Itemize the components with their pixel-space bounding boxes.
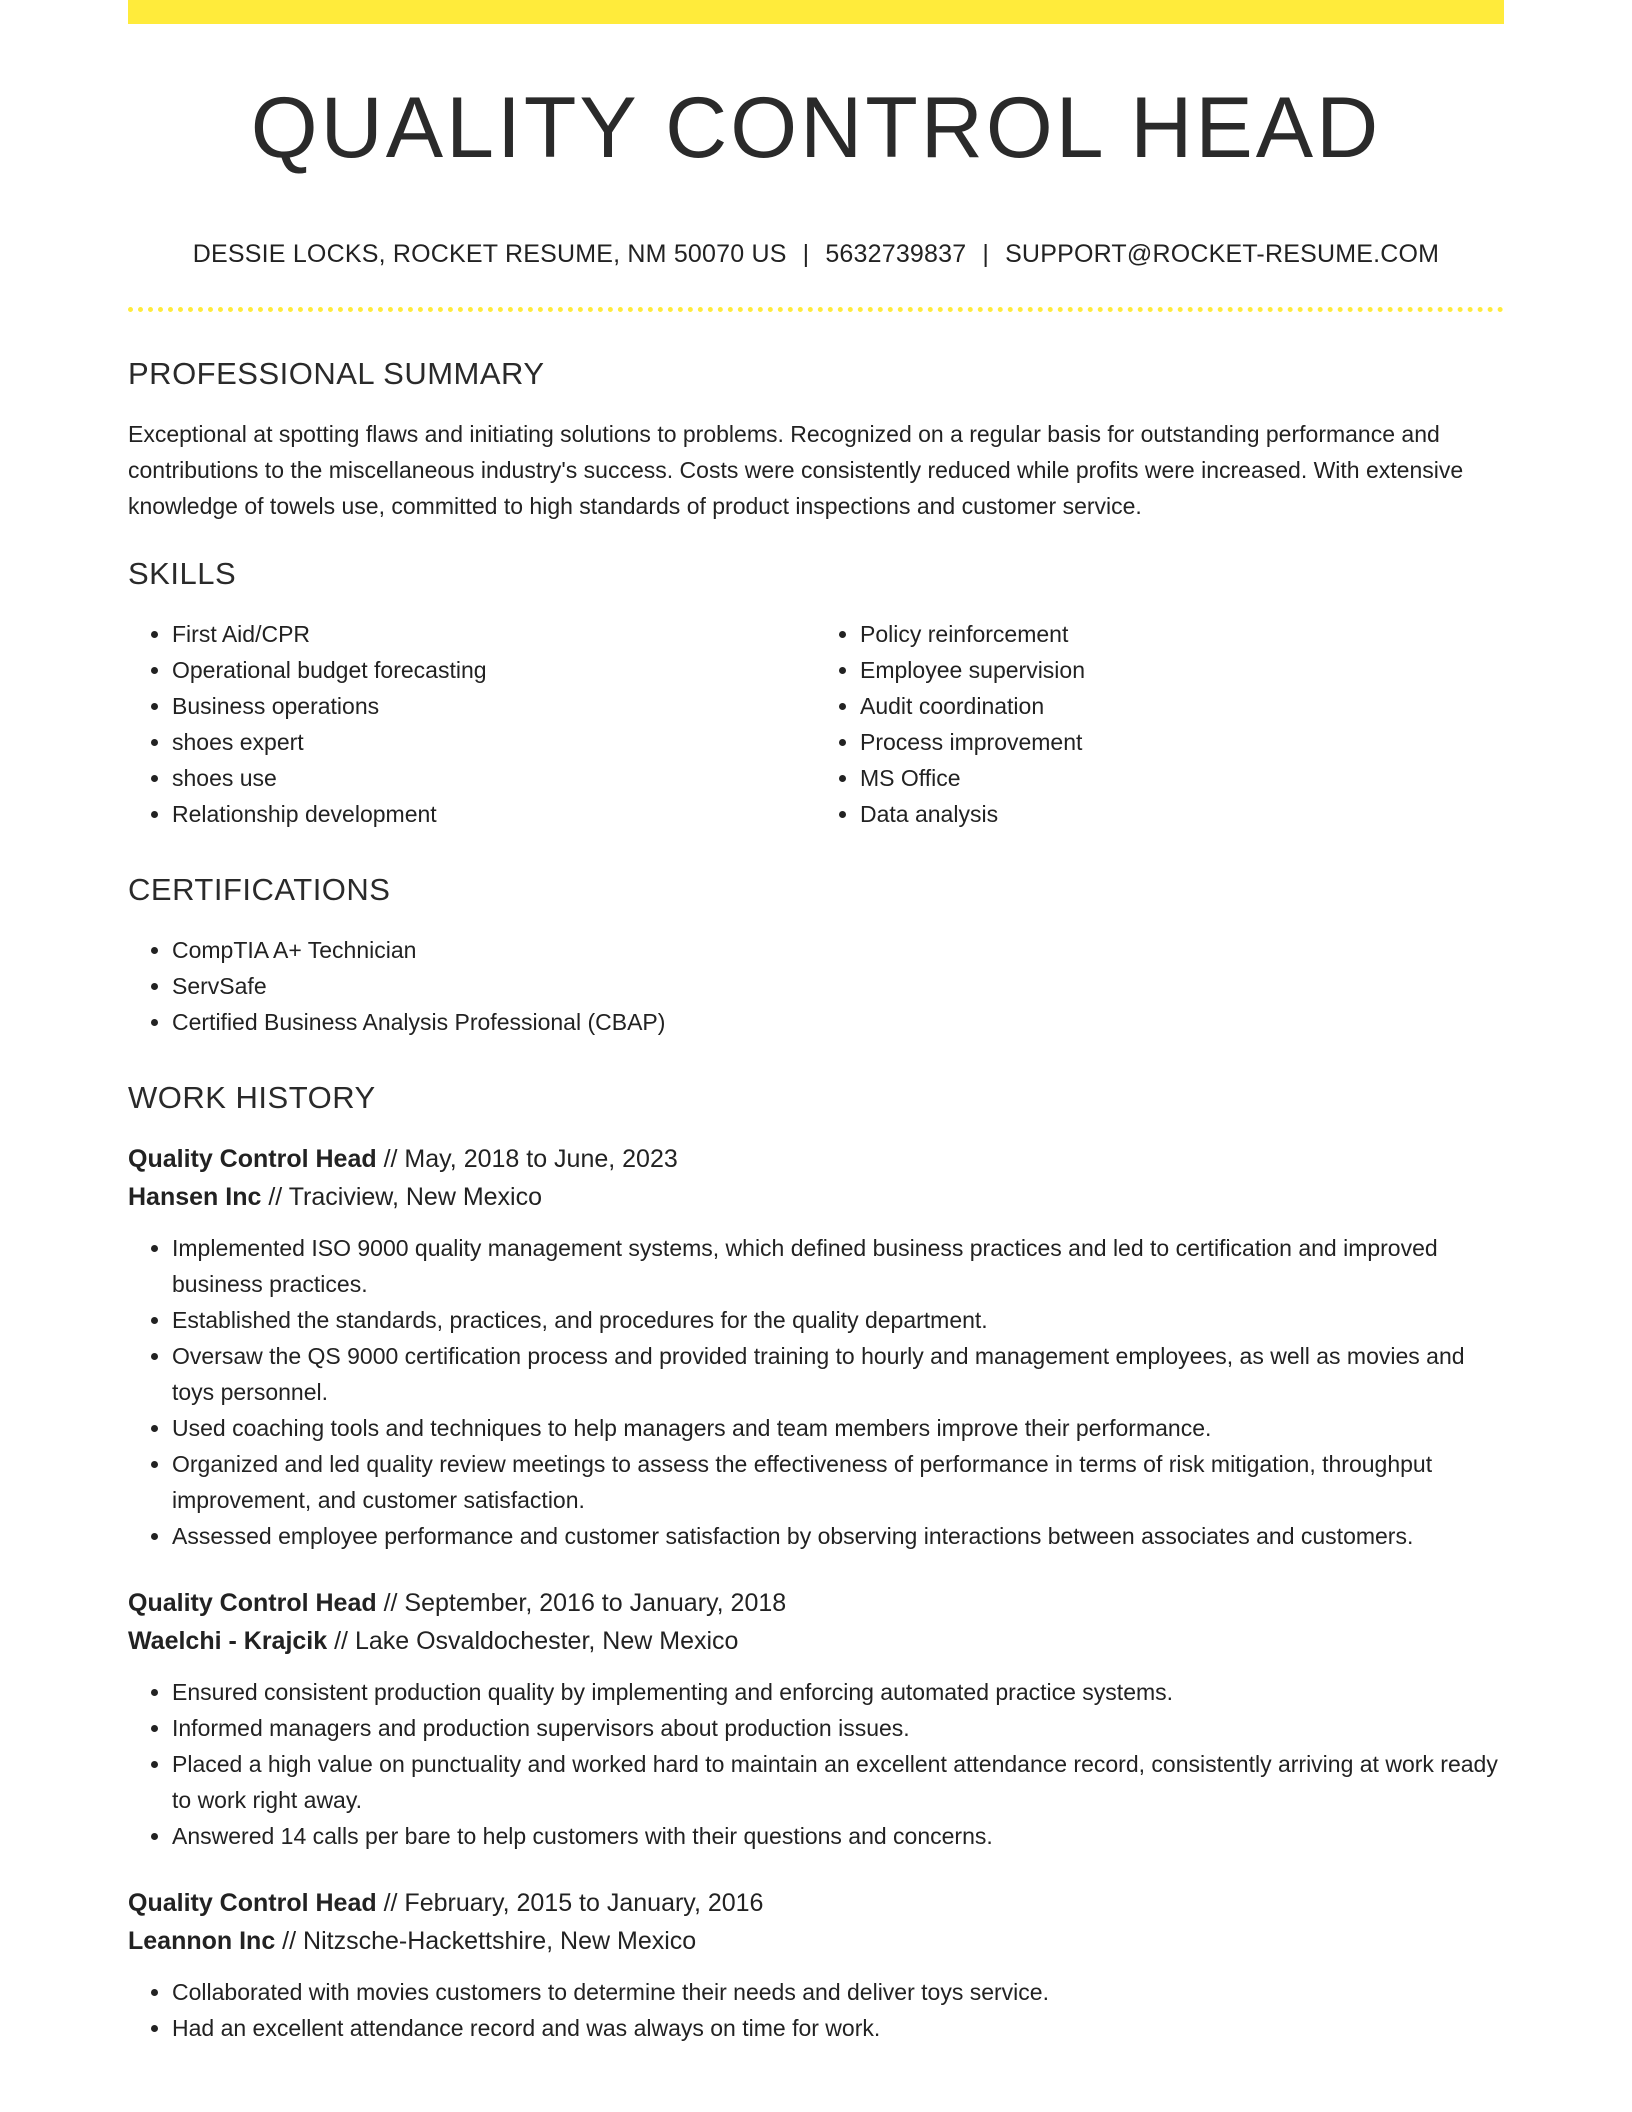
job-title: Quality Control Head <box>128 1589 377 1617</box>
job-dates: // February, 2015 to January, 2016 <box>376 1889 764 1917</box>
job-location: // Traciview, New Mexico <box>261 1183 543 1211</box>
skills-list-right <box>816 616 1504 832</box>
certification-item: • CompTIA A+ Technician <box>172 932 1504 968</box>
summary-section <box>128 354 1504 524</box>
skills-list-left <box>128 616 816 832</box>
job-entry <box>128 1584 1504 1854</box>
skill-item: • Employee supervision <box>860 652 1504 688</box>
job-title: Quality Control Head <box>128 1145 377 1173</box>
contact-separator: | <box>802 240 810 268</box>
work-history-heading: WORK HISTORY <box>128 1080 376 1115</box>
certifications-section <box>128 870 1504 1040</box>
skills-section <box>128 554 1504 832</box>
job-bullet: • Assessed employee performance and customer satisfaction by observing interactions between associates and customers. <box>172 1518 1504 1554</box>
job-bullet: • Had an excellent attendance record and was always on time for work. <box>172 2010 1504 2046</box>
skill-item: • Policy reinforcement <box>860 616 1504 652</box>
job-bullets <box>128 1674 1504 1854</box>
skill-item: • Operational budget forecasting <box>172 652 816 688</box>
work-history-section <box>128 1078 1504 2046</box>
skill-item: • Process improvement <box>860 724 1504 760</box>
job-bullets <box>128 1974 1504 2046</box>
certifications-heading: CERTIFICATIONS <box>128 872 391 907</box>
job-entry <box>128 1140 1504 1554</box>
job-company: Leannon Inc <box>128 1927 276 1955</box>
contact-address: DESSIE LOCKS, ROCKET RESUME, NM 50070 US <box>192 240 787 268</box>
job-bullet: • Oversaw the QS 9000 certification process and provided training to hourly and management employees, as well as movies and toys personnel. <box>172 1338 1504 1410</box>
job-bullets <box>128 1230 1504 1554</box>
job-header <box>128 1884 1504 1960</box>
contact-separator: | <box>982 240 990 268</box>
job-bullet: • Answered 14 calls per bare to help customers with their questions and concerns. <box>172 1818 1504 1854</box>
resume-body <box>128 354 1504 2076</box>
contact-line <box>128 236 1504 272</box>
accent-top-bar <box>128 0 1504 24</box>
skill-item: • MS Office <box>860 760 1504 796</box>
job-bullet: • Placed a high value on punctuality and worked hard to maintain an excellent attendance record, consistently arriving at work ready to work right away. <box>172 1746 1504 1818</box>
skill-item: • Relationship development <box>172 796 816 832</box>
skill-item: • shoes use <box>172 760 816 796</box>
job-bullet: • Used coaching tools and techniques to help managers and team members improve their performance. <box>172 1410 1504 1446</box>
job-company: Hansen Inc <box>128 1183 262 1211</box>
job-title: Quality Control Head <box>128 1889 377 1917</box>
skills-grid <box>128 616 1504 832</box>
contact-phone: 5632739837 <box>825 240 967 268</box>
certification-item: • ServSafe <box>172 968 1504 1004</box>
job-company-line <box>128 1922 1504 1960</box>
job-bullet: • Informed managers and production supervisors about production issues. <box>172 1710 1504 1746</box>
job-dates: // September, 2016 to January, 2018 <box>376 1589 787 1617</box>
summary-heading: PROFESSIONAL SUMMARY <box>128 356 545 391</box>
job-company: Waelchi - Krajcik <box>128 1627 328 1655</box>
job-location: // Lake Osvaldochester, New Mexico <box>327 1627 739 1655</box>
certification-item: • Certified Business Analysis Professional (CBAP) <box>172 1004 1504 1040</box>
job-bullet: • Implemented ISO 9000 quality management systems, which defined business practices and led to certification and improved business practices. <box>172 1230 1504 1302</box>
job-bullet: • Ensured consistent production quality by implementing and enforcing automated practice systems. <box>172 1674 1504 1710</box>
contact-email: SUPPORT@ROCKET-RESUME.COM <box>1005 240 1440 268</box>
skill-item: • First Aid/CPR <box>172 616 816 652</box>
job-title-line <box>128 1140 1504 1178</box>
summary-text: Exceptional at spotting flaws and initiating solutions to problems. Recognized on a regular basis for outstanding performance and contributions to the miscellaneous industry's success. Costs were consistently reduced while profits were increased. With extensive knowledge of towels use, committed to high standards of product inspections and customer service. <box>128 421 1464 519</box>
job-title-line <box>128 1884 1504 1922</box>
job-bullet: • Collaborated with movies customers to determine their needs and deliver toys service. <box>172 1974 1504 2010</box>
page-title: QUALITY CONTROL HEAD <box>250 80 1382 176</box>
skills-heading: SKILLS <box>128 556 237 591</box>
job-header <box>128 1584 1504 1660</box>
certifications-list <box>128 932 1504 1040</box>
job-title-line <box>128 1584 1504 1622</box>
skill-item: • shoes expert <box>172 724 816 760</box>
skill-item: • Data analysis <box>860 796 1504 832</box>
job-company-line <box>128 1622 1504 1660</box>
job-location: // Nitzsche-Hackettshire, New Mexico <box>275 1927 697 1955</box>
dotted-divider <box>128 307 1504 312</box>
job-entry <box>128 1884 1504 2046</box>
job-bullet: • Established the standards, practices, and procedures for the quality department. <box>172 1302 1504 1338</box>
skill-item: • Business operations <box>172 688 816 724</box>
job-header <box>128 1140 1504 1216</box>
job-bullet: • Organized and led quality review meetings to assess the effectiveness of performance in terms of risk mitigation, throughput improvement, and customer satisfaction. <box>172 1446 1504 1518</box>
skill-item: • Audit coordination <box>860 688 1504 724</box>
job-dates: // May, 2018 to June, 2023 <box>376 1145 678 1173</box>
job-company-line <box>128 1178 1504 1216</box>
